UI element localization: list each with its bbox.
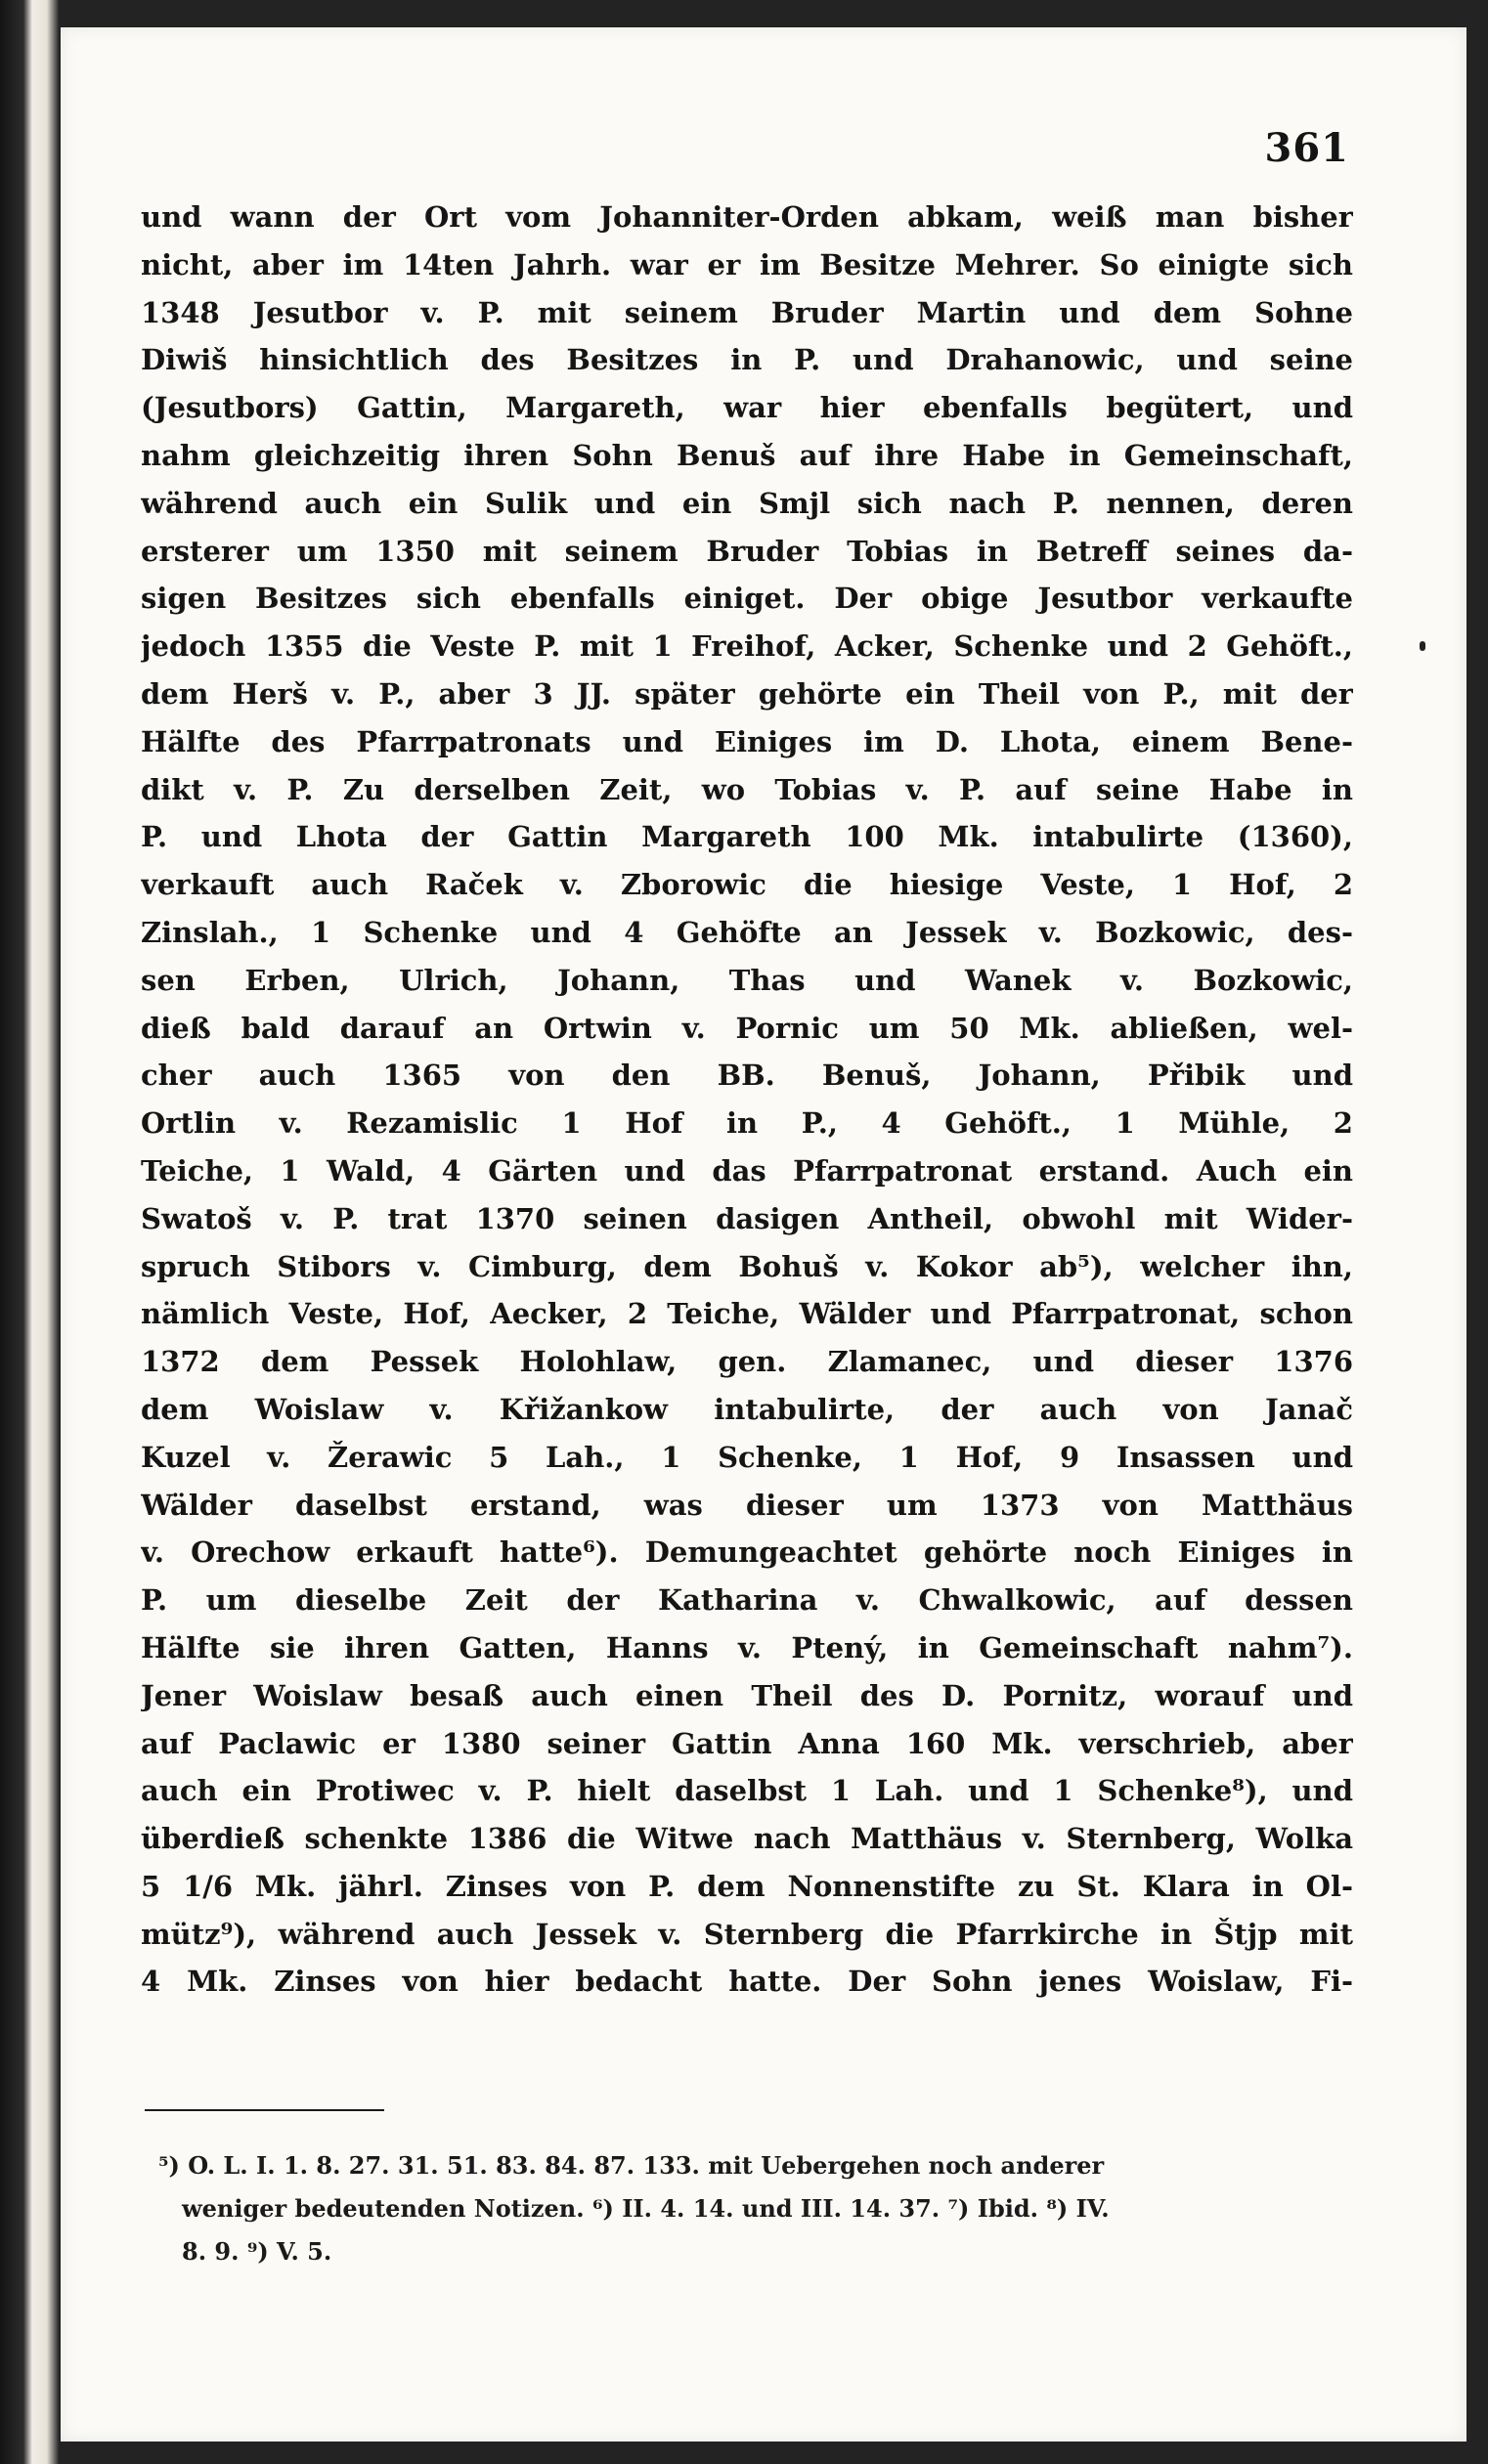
footnotes — [158, 2144, 1351, 2273]
page-number: 361 — [1264, 125, 1349, 171]
text-line: v. Orechow erkauft hatte⁶). Demungeachtet gehörte noch Einiges in — [141, 1535, 1353, 1570]
text-line: sigen Besitzes sich ebenfalls einiget. Der obige Jesutbor verkaufte — [141, 582, 1353, 616]
text-line: P. und Lhota der Gattin Margareth 100 Mk. intabulirte (1360), — [141, 820, 1353, 854]
previous-page-edge — [0, 0, 59, 2464]
text-line: Jener Woislaw besaß auch einen Theil des D. Pornitz, worauf und — [141, 1678, 1353, 1712]
text-line: dieß bald darauf an Ortwin v. Pornic um 50 Mk. abließen, wel- — [141, 1011, 1353, 1045]
text-line: cher auch 1365 von den BB. Benuš, Johann, Přibik und — [141, 1059, 1353, 1093]
text-line: P. um dieselbe Zeit der Katharina v. Chwalkowic, auf dessen — [141, 1583, 1353, 1618]
ink-speck — [1420, 641, 1425, 651]
text-line: Wälder daselbst erstand, was dieser um 1373 von Matthäus — [141, 1488, 1353, 1522]
text-line: nicht, aber im 14ten Jahrh. war er im Besitze Mehrer. So einigte sich — [141, 247, 1353, 281]
text-line: Ortlin v. Rezamislic 1 Hof in P., 4 Gehöft., 1 Mühle, 2 — [141, 1106, 1353, 1141]
text-line: dem Woislaw v. Křižankow intabulirte, der auch von Janač — [141, 1392, 1353, 1426]
text-line: spruch Stibors v. Cimburg, dem Bohuš v. Kokor ab⁵), welcher ihn, — [141, 1249, 1353, 1283]
text-line: Diwiš hinsichtlich des Besitzes in P. und Drahanowic, und seine — [141, 343, 1353, 377]
text-line: Kuzel v. Žerawic 5 Lah., 1 Schenke, 1 Hof, 9 Insassen und — [141, 1440, 1353, 1474]
footnote-line: 8. 9. ⁹) V. 5. — [182, 2237, 332, 2266]
text-line: 1372 dem Pessek Holohlaw, gen. Zlamanec, und dieser 1376 — [141, 1345, 1353, 1379]
footnote-line: weniger bedeutenden Notizen. ⁶) II. 4. 14. und III. 14. 37. ⁷) Ibid. ⁸) IV. — [182, 2194, 1110, 2223]
text-line: sen Erben, Ulrich, Johann, Thas und Wanek v. Bozkowic, — [141, 963, 1353, 997]
text-line: und wann der Ort vom Johanniter-Orden abkam, weiß man bisher — [141, 200, 1353, 234]
text-line: 1348 Jesutbor v. P. mit seinem Bruder Martin und dem Sohne — [141, 295, 1353, 329]
text-line: Swatoš v. P. trat 1370 seinen dasigen Antheil, obwohl mit Wider- — [141, 1201, 1353, 1235]
text-line: dikt v. P. Zu derselben Zeit, wo Tobias v. P. auf seine Habe in — [141, 772, 1353, 806]
text-line: 4 Mk. Zinses von hier bedacht hatte. Der Sohn jenes Woislaw, Fi- — [141, 1965, 1353, 1999]
text-line: verkauft auch Raček v. Zborowic die hiesige Veste, 1 Hof, 2 — [141, 868, 1353, 902]
text-line: dem Herš v. P., aber 3 JJ. später gehörte ein Theil von P., mit der — [141, 676, 1353, 711]
book-page — [61, 27, 1466, 2442]
body-text — [141, 194, 1353, 2006]
footnote-rule — [145, 2109, 384, 2111]
text-line: nahm gleichzeitig ihren Sohn Benuš auf ihre Habe in Gemeinschaft, — [141, 438, 1353, 472]
text-line: Zinslah., 1 Schenke und 4 Gehöfte an Jessek v. Bozkowic, des- — [141, 915, 1353, 949]
text-line: während auch ein Sulik und ein Smjl sich nach P. nennen, deren — [141, 486, 1353, 520]
text-line: auf Paclawic er 1380 seiner Gattin Anna 160 Mk. verschrieb, aber — [141, 1726, 1353, 1760]
text-line: Teiche, 1 Wald, 4 Gärten und das Pfarrpatronat erstand. Auch ein — [141, 1153, 1353, 1188]
text-line: ersterer um 1350 mit seinem Bruder Tobias in Betreff seines da- — [141, 534, 1353, 568]
text-line: überdieß schenkte 1386 die Witwe nach Matthäus v. Sternberg, Wolka — [141, 1822, 1353, 1856]
text-line: mütz⁹), während auch Jessek v. Sternberg die Pfarrkirche in Štjp mit — [141, 1917, 1353, 1951]
text-line: Hälfte sie ihren Gatten, Hanns v. Ptený, in Gemeinschaft nahm⁷). — [141, 1630, 1353, 1664]
text-line: auch ein Protiwec v. P. hielt daselbst 1 Lah. und 1 Schenke⁸), und — [141, 1774, 1353, 1808]
text-line: Hälfte des Pfarrpatronats und Einiges im D. Lhota, einem Bene- — [141, 724, 1353, 758]
text-line: nämlich Veste, Hof, Aecker, 2 Teiche, Wälder und Pfarrpatronat, schon — [141, 1297, 1353, 1331]
text-line: jedoch 1355 die Veste P. mit 1 Freihof, Acker, Schenke und 2 Gehöft., — [141, 629, 1353, 664]
footnote-line: ⁵) O. L. I. 1. 8. 27. 31. 51. 83. 84. 87. 133. mit Uebergehen noch anderer — [158, 2151, 1105, 2180]
text-line: 5 1/6 Mk. jährl. Zinses von P. dem Nonnenstifte zu St. Klara in Ol- — [141, 1869, 1353, 1903]
text-line: (Jesutbors) Gattin, Margareth, war hier ebenfalls begütert, und — [141, 391, 1353, 425]
